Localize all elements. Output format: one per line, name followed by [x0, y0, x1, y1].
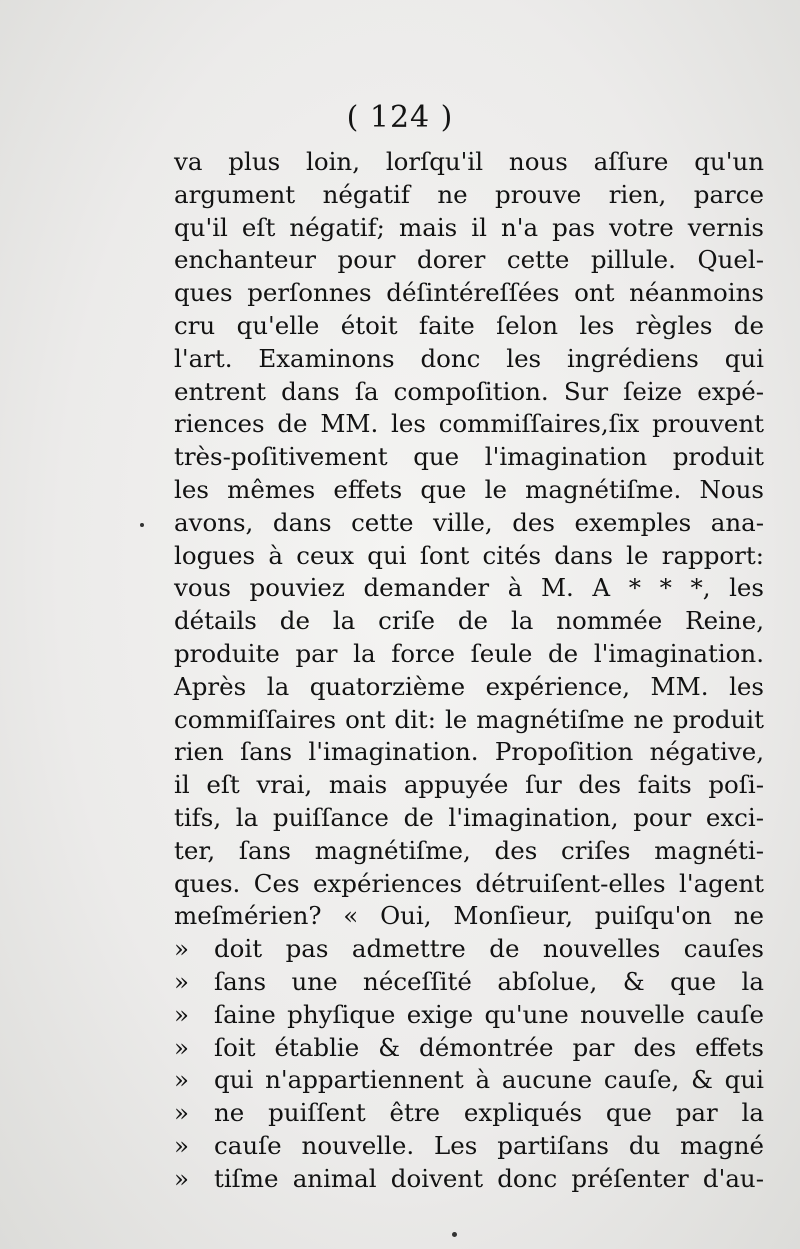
ink-speck [452, 1232, 457, 1237]
quote-text: ſans une néceſſité abſolue, & que la [214, 966, 764, 996]
text-line: l'art. Examinons donc les ingrédiens qui [174, 343, 764, 373]
text-line: il eſt vrai, mais appuyée ſur des faits poſi- [174, 770, 764, 800]
text-line: tifs, la puiſſance de l'imagination, pour exci- [174, 802, 764, 832]
text-line: ter, ſans magnétiſme, des criſes magnéti- [174, 835, 764, 865]
quote-line [174, 1032, 764, 1065]
text-line: meſmérien? « Oui, Monſieur, puiſqu'on ne [174, 901, 764, 931]
text-line: très-poſitivement que l'imagination produit [174, 442, 764, 472]
quote-mark: » [174, 1032, 189, 1062]
quote-text: doit pas admettre de nouvelles cauſes [214, 934, 764, 964]
page-number: ( 124 ) [346, 100, 454, 135]
quote-text: ne puiſſent être expliqués que par la [214, 1098, 764, 1128]
ink-speck [140, 523, 144, 527]
quote-line [174, 1130, 764, 1163]
text-line: détails de la criſe de la nommée Reine, [174, 606, 764, 636]
text-line: vous pouviez demander à M. A * * *, les [174, 573, 764, 603]
quote-mark: » [174, 966, 189, 996]
quote-mark: » [174, 999, 189, 1029]
text-line: les mêmes effets que le magnétiſme. Nous [174, 474, 764, 504]
quote-text: ſoit établie & démontrée par des effets [214, 1032, 764, 1062]
quote-line [174, 1064, 764, 1097]
text-line: rien ſans l'imagination. Propoſition négative, [174, 737, 764, 767]
text-line: ques. Ces expériences détruiſent-elles l'agent [174, 868, 764, 898]
text-line: Après la quatorzième expérience, MM. les [174, 671, 764, 701]
quote-line [174, 1097, 764, 1130]
text-line: qu'il eſt négatif; mais il n'a pas votre vernis [174, 212, 764, 242]
text-line: argument négatif ne prouve rien, parce [174, 179, 764, 209]
quote-text: qui n'appartiennent à aucune cauſe, & qui [214, 1065, 764, 1095]
text-line: commiſſaires ont dit: le magnétiſme ne produit [174, 704, 764, 734]
text-line: riences de MM. les commiſſaires,ſix prouvent [174, 409, 764, 439]
quote-mark: » [174, 1130, 189, 1160]
text-line: entrent dans ſa compoſition. Sur ſeize expé- [174, 376, 764, 406]
quote-line [174, 999, 764, 1032]
text-line: avons, dans cette ville, des exemples ana- [174, 507, 764, 537]
quote-line [174, 933, 764, 966]
quote-mark: » [174, 1163, 189, 1193]
quote-line [174, 1163, 764, 1196]
body-text [174, 146, 764, 1196]
quote-line [174, 966, 764, 999]
text-line: produite par la force ſeule de l'imagination. [174, 638, 764, 668]
quote-mark: » [174, 1098, 189, 1128]
quote-text: ſaine phyſique exige qu'une nouvelle cauſe [214, 999, 764, 1029]
quote-mark: » [174, 1065, 189, 1095]
text-line: ques perſonnes déſintéreſſées ont néanmoins [174, 278, 764, 308]
text-line: logues à ceux qui ſont cités dans le rapport: [174, 540, 764, 570]
text-line: cru qu'elle étoit faite ſelon les règles de [174, 310, 764, 340]
quote-text: tiſme animal doivent donc préſenter d'au- [214, 1163, 764, 1193]
quote-mark: » [174, 934, 189, 964]
text-line: enchanteur pour dorer cette pillule. Quel- [174, 245, 764, 275]
text-line: va plus loin, lorſqu'il nous aſſure qu'un [174, 147, 764, 176]
quote-text: cauſe nouvelle. Les partiſans du magné [214, 1130, 764, 1160]
